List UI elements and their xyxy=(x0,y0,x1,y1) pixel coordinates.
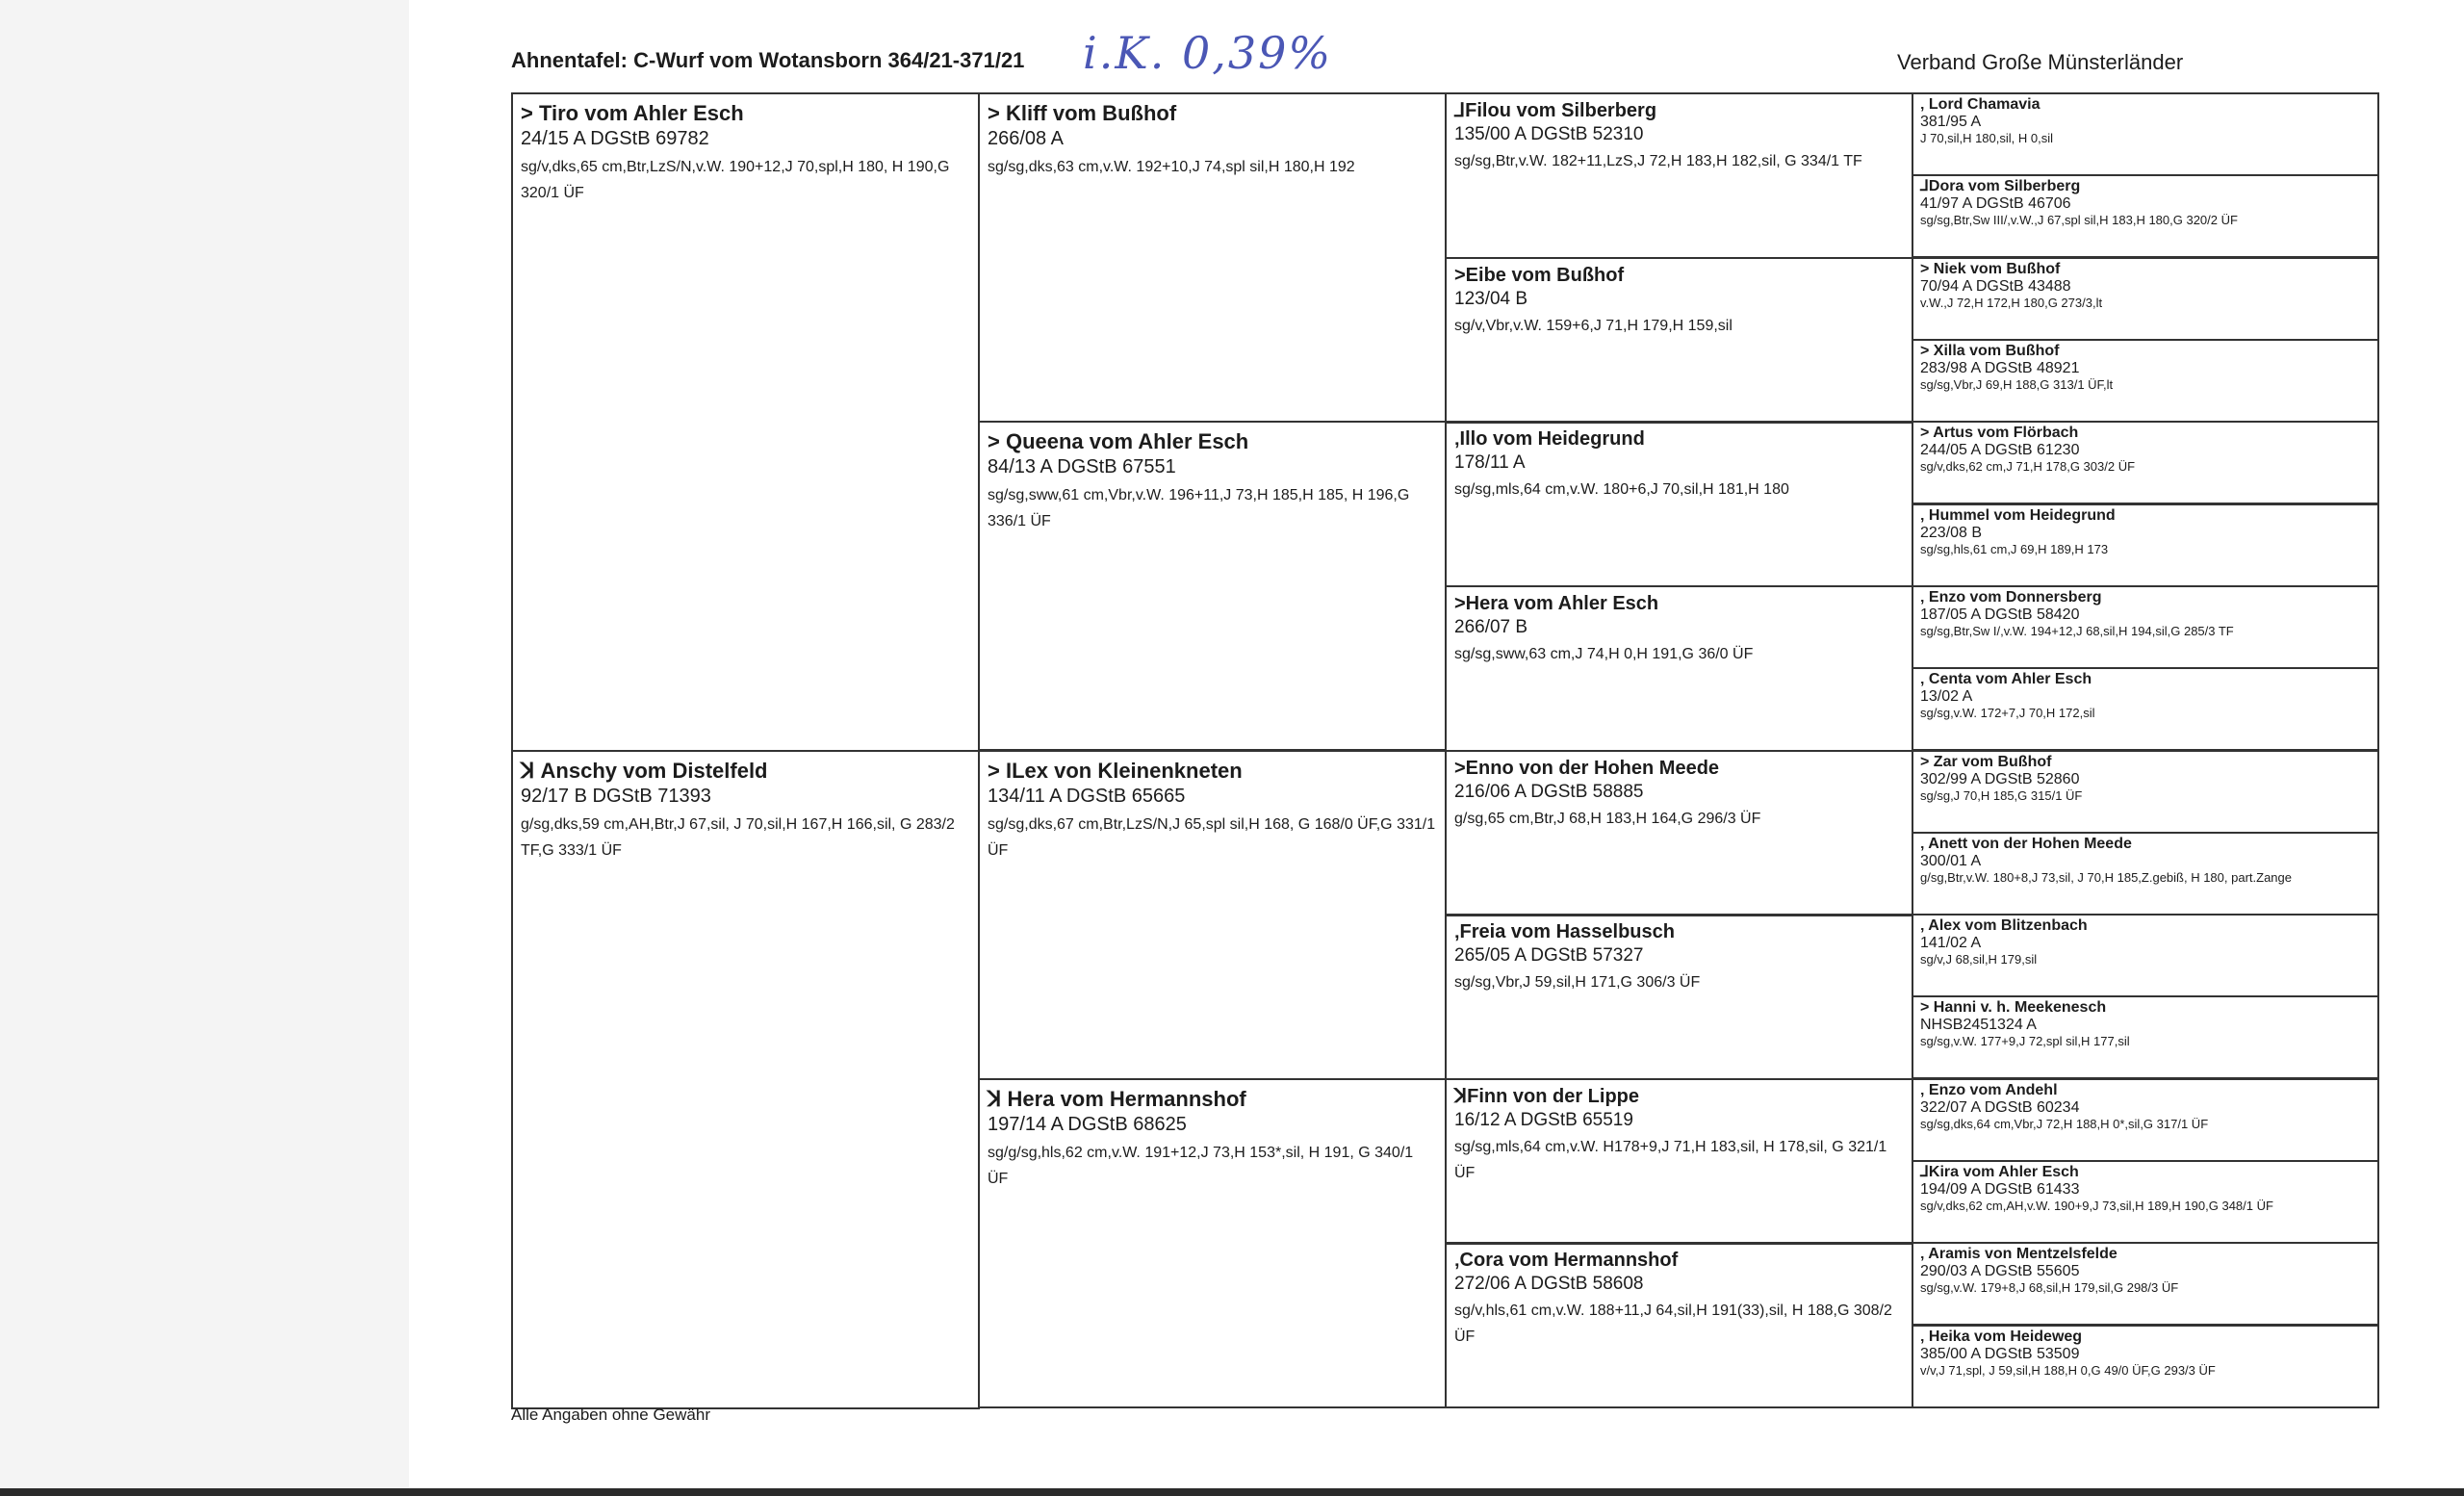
performance-details: sg/sg,v.W. 172+7,J 70,H 172,sil xyxy=(1920,706,2095,720)
registration-number: 187/05 A DGStB 58420 xyxy=(1920,606,2080,623)
pedigree-cell-col4-16 xyxy=(1912,1325,2379,1408)
registration-number: NHSB2451324 A xyxy=(1920,1017,2037,1033)
performance-details: sg/v,Vbr,v.W. 159+6,J 71,H 179,H 159,sil xyxy=(1454,318,1732,334)
scan-edge xyxy=(0,1488,2464,1496)
pedigree-cell-col4-8 xyxy=(1912,667,2379,751)
performance-details: sg/sg,J 70,H 185,G 315/1 ÜF xyxy=(1920,788,2083,803)
registration-number: 24/15 A DGStB 69782 xyxy=(521,128,709,149)
registration-number: 265/05 A DGStB 57327 xyxy=(1454,945,1644,966)
registration-number: 381/95 A xyxy=(1920,114,1982,130)
performance-details: g/sg,Btr,v.W. 180+8,J 73,sil, J 70,H 185,Z.gebiß, H 180, part.Zange xyxy=(1920,870,2292,885)
registration-number: 178/11 A xyxy=(1454,452,1526,473)
registration-number: 123/04 B xyxy=(1454,289,1528,309)
pedigree-cell-col4-4 xyxy=(1912,339,2379,423)
dog-name: ‚ Aramis von Mentzelsfelde xyxy=(1920,1246,2118,1262)
registration-number: 13/02 A xyxy=(1920,688,1973,705)
registration-number: 244/05 A DGStB 61230 xyxy=(1920,442,2080,458)
dog-name: > ILex von Kleinenkneten xyxy=(988,759,1243,783)
dog-name: >Eibe vom Bußhof xyxy=(1454,265,1625,286)
registration-number: 302/99 A DGStB 52860 xyxy=(1920,771,2080,787)
pedigree-cell-col4-3 xyxy=(1912,257,2379,341)
pedigree-cell-col2-4 xyxy=(978,1078,1447,1408)
dog-name: ‚ Centa vom Ahler Esch xyxy=(1920,671,2092,687)
registration-number: 216/06 A DGStB 58885 xyxy=(1454,782,1644,802)
dog-name: > Xilla vom Bußhof xyxy=(1920,343,2060,359)
pedigree-cell-col3-8 xyxy=(1445,1242,1913,1408)
pedigree-cell-col4-5 xyxy=(1912,421,2379,504)
registration-number: 266/08 A xyxy=(988,128,1064,149)
dog-name: > Zar vom Bußhof xyxy=(1920,754,2052,770)
dog-name: ⅃Filou vom Silberberg xyxy=(1454,100,1657,121)
performance-details: sg/sg,sww,63 cm,J 74,H 0,H 191,G 36/0 ÜF xyxy=(1454,646,1754,662)
disclaimer-note: Alle Angaben ohne Gewähr xyxy=(511,1406,710,1424)
dog-name: ꓘFinn von der Lippe xyxy=(1454,1086,1640,1107)
dog-name: ‚ Alex vom Blitzenbach xyxy=(1920,917,2088,934)
performance-details: sg/v,dks,62 cm,J 71,H 178,G 303/2 ÜF xyxy=(1920,459,2136,474)
pedigree-cell-col3-1 xyxy=(1445,92,1913,259)
dog-name: ‚ Enzo vom Andehl xyxy=(1920,1082,2058,1098)
pedigree-cell-col3-7 xyxy=(1445,1078,1913,1245)
dog-name: ‚Illo vom Heidegrund xyxy=(1454,428,1645,450)
performance-details: sg/sg,hls,61 cm,J 69,H 189,H 173 xyxy=(1920,542,2109,556)
registration-number: 134/11 A DGStB 65665 xyxy=(988,786,1186,807)
performance-details: g/sg,dks,59 cm,AH,Btr,J 67,sil, J 70,sil,H 167,H 166,sil, G 283/2 TF,G 333/1 ÜF xyxy=(521,816,955,859)
dog-name: ‚Cora vom Hermannshof xyxy=(1454,1250,1679,1271)
performance-details: sg/v,J 68,sil,H 179,sil xyxy=(1920,952,2038,967)
registration-number: 223/08 B xyxy=(1920,525,1983,541)
dog-name: >Enno von der Hohen Meede xyxy=(1454,758,1720,779)
pedigree-cell-col4-10 xyxy=(1912,832,2379,916)
pedigree-cell-col4-11 xyxy=(1912,914,2379,997)
dog-name: ꓘ Anschy vom Distelfeld xyxy=(521,759,768,783)
registration-number: 272/06 A DGStB 58608 xyxy=(1454,1274,1644,1294)
dog-name: ‚ Heika vom Heideweg xyxy=(1920,1328,2083,1345)
dog-name: ‚ Lord Chamavia xyxy=(1920,96,2040,113)
performance-details: sg/v,hls,61 cm,v.W. 188+11,J 64,sil,H 191(33),sil, H 188,G 308/2 ÜF xyxy=(1454,1303,1892,1345)
performance-details: sg/sg,v.W. 179+8,J 68,sil,H 179,sil,G 298/3 ÜF xyxy=(1920,1280,2179,1295)
pedigree-cell-col3-5 xyxy=(1445,750,1913,916)
performance-details: sg/v,dks,65 cm,Btr,LzS/N,v.W. 190+12,J 70,spl,H 180, H 190,G 320/1 ÜF xyxy=(521,159,950,201)
performance-details: sg/sg,dks,64 cm,Vbr,J 72,H 188,H 0*,sil,G 317/1 ÜF xyxy=(1920,1117,2209,1131)
dog-name: ⅃Kira vom Ahler Esch xyxy=(1920,1164,2079,1180)
performance-details: sg/sg,dks,63 cm,v.W. 192+10,J 74,spl sil,H 180,H 192 xyxy=(988,159,1355,175)
pedigree-cell-col4-9 xyxy=(1912,750,2379,834)
dog-name: ‚Freia vom Hasselbusch xyxy=(1454,921,1675,942)
organization-name: Verband Große Münsterländer xyxy=(1897,50,2184,74)
scan-margin xyxy=(0,0,409,1496)
pedigree-cell-col3-4 xyxy=(1445,585,1913,752)
registration-number: 92/17 B DGStB 71393 xyxy=(521,786,711,807)
registration-number: 266/07 B xyxy=(1454,617,1528,637)
pedigree-cell-col4-7 xyxy=(1912,585,2379,669)
pedigree-cell-col4-14 xyxy=(1912,1160,2379,1244)
performance-details: sg/sg,mls,64 cm,v.W. H178+9,J 71,H 183,sil, H 178,sil, G 321/1 ÜF xyxy=(1454,1139,1887,1181)
registration-number: 194/09 A DGStB 61433 xyxy=(1920,1181,2080,1198)
dog-name: > Niek vom Bußhof xyxy=(1920,261,2061,277)
performance-details: g/sg,65 cm,Btr,J 68,H 183,H 164,G 296/3 ÜF xyxy=(1454,811,1761,827)
pedigree-cell-col4-6 xyxy=(1912,503,2379,587)
dog-name: ‚ Anett von der Hohen Meede xyxy=(1920,836,2132,852)
registration-number: 283/98 A DGStB 48921 xyxy=(1920,360,2080,376)
performance-details: sg/g/sg,hls,62 cm,v.W. 191+12,J 73,H 153*,sil, H 191, G 340/1 ÜF xyxy=(988,1145,1414,1187)
dog-name: >Hera vom Ahler Esch xyxy=(1454,593,1659,614)
dog-name: ‚ Enzo vom Donnersberg xyxy=(1920,589,2102,606)
performance-details: sg/v,dks,62 cm,AH,v.W. 190+9,J 73,sil,H 189,H 190,G 348/1 ÜF xyxy=(1920,1199,2273,1213)
pedigree-cell-col4-2 xyxy=(1912,174,2379,258)
performance-details: sg/sg,Vbr,J 69,H 188,G 313/1 ÜF,lt xyxy=(1920,377,2114,392)
performance-details: sg/sg,Btr,Sw III/,v.W.,J 67,spl sil,H 183,H 180,G 320/2 ÜF xyxy=(1920,213,2238,227)
performance-details: sg/sg,mls,64 cm,v.W. 180+6,J 70,sil,H 181,H 180 xyxy=(1454,481,1789,498)
performance-details: v.W.,J 72,H 172,H 180,G 273/3,lt xyxy=(1920,296,2103,310)
performance-details: J 70,sil,H 180,sil, H 0,sil xyxy=(1920,131,2053,145)
dog-name: ꓘ Hera vom Hermannshof xyxy=(988,1087,1246,1111)
performance-details: sg/sg,Btr,v.W. 182+11,LzS,J 72,H 183,H 182,sil, G 334/1 TF xyxy=(1454,153,1862,169)
registration-number: 197/14 A DGStB 68625 xyxy=(988,1114,1187,1135)
handwritten-inbreeding-note: i.K. 0,39% xyxy=(1083,27,1333,79)
pedigree-cell-col4-13 xyxy=(1912,1078,2379,1162)
registration-number: 290/03 A DGStB 55605 xyxy=(1920,1263,2080,1279)
registration-number: 70/94 A DGStB 43488 xyxy=(1920,278,2071,295)
pedigree-cell-col1-2 xyxy=(511,750,980,1409)
performance-details: sg/sg,sww,61 cm,Vbr,v.W. 196+11,J 73,H 185,H 185, H 196,G 336/1 ÜF xyxy=(988,487,1410,529)
registration-number: 322/07 A DGStB 60234 xyxy=(1920,1099,2080,1116)
document-title: Ahnentafel: C-Wurf vom Wotansborn 364/21-371/21 xyxy=(511,48,1025,72)
performance-details: sg/sg,dks,67 cm,Btr,LzS/N,J 65,spl sil,H 168, G 168/0 ÜF,G 331/1 ÜF xyxy=(988,816,1436,859)
pedigree-cell-col2-2 xyxy=(978,421,1447,751)
dog-name: > Tiro vom Ahler Esch xyxy=(521,101,744,125)
performance-details: sg/sg,Btr,Sw I/,v.W. 194+12,J 68,sil,H 194,sil,G 285/3 TF xyxy=(1920,624,2234,638)
dog-name: > Kliff vom Bußhof xyxy=(988,101,1177,125)
registration-number: 300/01 A xyxy=(1920,853,1982,869)
registration-number: 385/00 A DGStB 53509 xyxy=(1920,1346,2080,1362)
pedigree-cell-col3-3 xyxy=(1445,421,1913,587)
pedigree-cell-col4-1 xyxy=(1912,92,2379,176)
dog-name: ⅃Dora vom Silberberg xyxy=(1920,178,2081,194)
pedigree-cell-col3-6 xyxy=(1445,914,1913,1080)
registration-number: 41/97 A DGStB 46706 xyxy=(1920,195,2071,212)
performance-details: v/v,J 71,spl, J 59,sil,H 188,H 0,G 49/0 ÜF,G 293/3 ÜF xyxy=(1920,1363,2216,1378)
dog-name: ‚ Hummel vom Heidegrund xyxy=(1920,507,2116,524)
performance-details: sg/sg,v.W. 177+9,J 72,spl sil,H 177,sil xyxy=(1920,1034,2130,1048)
performance-details: sg/sg,Vbr,J 59,sil,H 171,G 306/3 ÜF xyxy=(1454,974,1701,991)
registration-number: 135/00 A DGStB 52310 xyxy=(1454,124,1644,144)
pedigree-cell-col3-2 xyxy=(1445,257,1913,424)
pedigree-cell-col4-15 xyxy=(1912,1242,2379,1326)
dog-name: > Artus vom Flörbach xyxy=(1920,425,2079,441)
registration-number: 84/13 A DGStB 67551 xyxy=(988,456,1176,477)
registration-number: 16/12 A DGStB 65519 xyxy=(1454,1110,1633,1130)
pedigree-cell-col4-12 xyxy=(1912,995,2379,1079)
pedigree-cell-col2-3 xyxy=(978,750,1447,1080)
pedigree-cell-col1-1 xyxy=(511,92,980,752)
dog-name: > Hanni v. h. Meekenesch xyxy=(1920,999,2107,1016)
dog-name: > Queena vom Ahler Esch xyxy=(988,429,1249,453)
pedigree-cell-col2-1 xyxy=(978,92,1447,423)
registration-number: 141/02 A xyxy=(1920,935,1982,951)
